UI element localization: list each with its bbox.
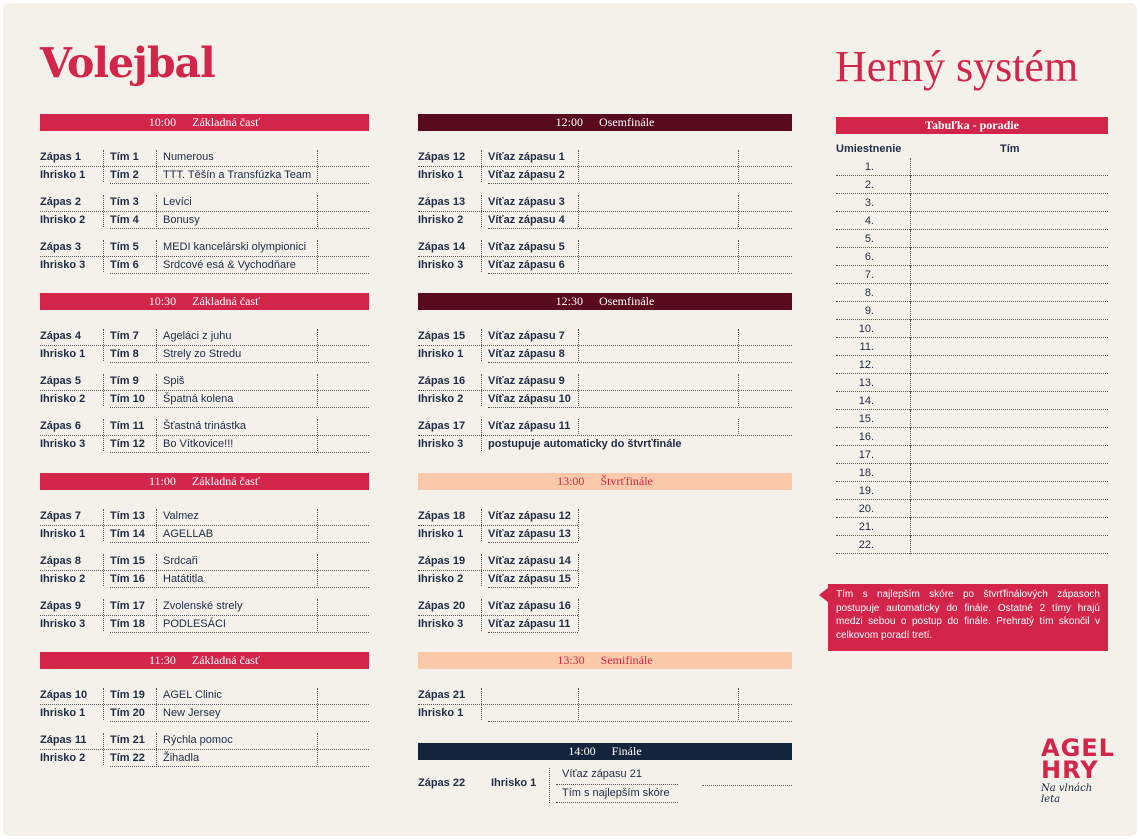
court-label: Ihrisko 1 [40,348,86,360]
row-rule [110,721,369,722]
advancing-team: Víťaz zápasu 2 [488,169,565,181]
row-rule [40,211,369,212]
row-rule [110,407,369,408]
row-rule [556,784,678,785]
match-group [418,372,792,408]
team-name: AGELLAB [163,528,214,540]
match-label: Zápas 19 [418,555,466,567]
team-name: AGEL Clinic [163,689,222,701]
match-label: Zápas 13 [418,196,466,208]
team-name: Bo Vítkovice!!! [163,438,234,450]
block-phase: Osemfinále [599,294,655,308]
row-rule [40,435,369,436]
advancing-team: Víťaz zápasu 9 [488,375,565,387]
row-rule [110,587,369,588]
rank-number: 7. [864,269,874,281]
match-label: Zápas 11 [40,734,87,746]
standings-row [836,176,1108,194]
dotted-divider [910,536,911,554]
advancing-team: Víťaz zápasu 8 [488,348,565,360]
team-name: Rýchla pomoc [163,734,233,746]
row-rule [40,390,369,391]
team-label: Tím 4 [110,214,139,226]
page-subtitle: Herný systém [835,42,1079,91]
match-group [418,193,792,229]
match-group [40,327,369,363]
row-rule [110,542,369,543]
row-rule [488,721,792,722]
team-name: Numerous [163,151,214,163]
dotted-divider [578,419,579,434]
dotted-divider [910,428,911,446]
advancing-team: Víťaz zápasu 15 [488,573,571,585]
dotted-divider [910,176,911,194]
row-rule [488,632,578,633]
row-rule [40,749,369,750]
standings-rows [836,158,1108,554]
rank-number: 8. [864,287,874,299]
dotted-divider [910,356,911,374]
left-block-2 [40,293,369,453]
col-rank: Umiestnenie [836,143,902,155]
team-label: Tím 22 [110,752,145,764]
row-rule [40,256,369,257]
match-label: Zápas 1 [40,151,81,163]
block-time: 13:30 [557,653,585,667]
row-rule [418,211,792,212]
standings-row [836,158,1108,176]
rank-number: 2. [864,179,874,191]
dotted-divider [549,768,550,803]
rank-number: 10. [858,323,874,335]
match-label: Zápas 4 [40,330,81,342]
team-name: Šťastná trinástka [163,420,246,432]
dotted-divider [578,599,579,631]
team-label: Tím 10 [110,393,145,405]
team-name: Levíci [163,196,192,208]
match-label: Zápas 8 [40,555,81,567]
dotted-divider [738,419,739,434]
dotted-divider [910,284,911,302]
standings-row [836,356,1108,374]
rank-number: 6. [864,251,874,263]
row-rule [40,615,369,616]
standings-title: Tabuľka - poradie [836,117,1108,134]
team-label: Tím 13 [110,510,145,522]
team-name: TTT. Těšín a Transfúzka Team [163,169,312,181]
court-label: Ihrisko 2 [40,752,86,764]
row-rule [418,390,792,391]
block-phase: Finále [611,744,642,758]
advancing-team: Víťaz zápasu 3 [488,196,565,208]
standings-table [836,117,1108,554]
team-name: Bonusy [163,214,200,226]
dotted-divider [578,554,579,586]
dotted-divider [910,248,911,266]
dotted-divider [910,266,911,284]
team-name: PODLESÁCI [163,618,226,630]
row-rule [488,587,578,588]
standings-row [836,266,1108,284]
standings-row [836,194,1108,212]
left-block-4 [40,652,369,767]
rules-note: Tím s najlepším skóre po štvrťfinálových zápasoch postupuje automaticky do finále. Ostatné 2 tímy hrajú medzi sebou o postup do finále. Prehratý tím skončil v celkovom poradí tretí. [828,584,1108,651]
team-label: Tím 15 [110,555,145,567]
court-label: Ihrisko 1 [40,707,86,719]
rank-number: 11. [859,341,874,353]
middle-block-1 [418,114,792,274]
standings-row [836,392,1108,410]
advancing-team: Víťaz zápasu 6 [488,259,565,271]
standings-row [836,500,1108,518]
match-label: Zápas 21 [418,689,466,701]
rank-number: 14. [858,395,874,407]
team-name: MEDI kancelárski olympionici [163,241,307,253]
match-group [40,148,369,184]
auto-advance-note: postupuje automaticky do štvrťfinále [488,438,682,450]
row-rule [418,345,792,346]
team-name: Špatná kolena [163,393,234,405]
match-group [418,327,792,363]
block-phase: Základná časť [192,115,261,129]
row-rule [40,345,369,346]
team-label: Tím 2 [110,169,139,181]
middle-block-4 [418,652,792,722]
rank-number: 9. [864,305,874,317]
team-label: Tím 8 [110,348,139,360]
block-header [40,293,369,310]
match-label: Zápas 12 [418,151,466,163]
court-label: Ihrisko 1 [40,528,86,540]
block-phase: Základná časť [191,474,260,488]
team-label: Tím 16 [110,573,145,585]
advancing-team: Víťaz zápasu 11 [488,618,571,630]
row-rule [488,273,792,274]
match-label: Zápas 6 [40,420,81,432]
advancing-team: Víťaz zápasu 1 [488,151,565,163]
match-group [418,417,792,453]
court-label: Ihrisko 1 [491,777,537,789]
block-phase: Základná časť [192,294,261,308]
match-group [40,372,369,408]
court-label: Ihrisko 2 [418,393,464,405]
rank-number: 22. [858,539,874,551]
row-rule [110,273,369,274]
dotted-divider [910,320,911,338]
page-title: Volejbal [40,39,215,87]
match-label: Zápas 5 [40,375,81,387]
standings-row [836,536,1108,554]
team-label: Tím 11 [110,420,145,432]
dotted-divider [910,446,911,464]
row-rule [418,166,792,167]
block-header [40,473,369,490]
team-name: Žihadla [163,752,200,764]
rank-number: 18. [858,467,874,479]
court-label: Ihrisko 2 [418,214,464,226]
left-block-1 [40,114,369,274]
standings-row [836,302,1108,320]
row-rule [110,228,369,229]
row-rule [110,362,369,363]
team-label: Tím 17 [110,600,145,612]
block-time: 10:00 [148,115,177,129]
dotted-divider [910,410,911,428]
standings-row [836,482,1108,500]
team-label: Tím 1 [110,151,139,163]
rank-number: 17. [858,449,874,461]
row-rule [418,570,578,571]
dotted-divider [910,374,911,392]
team-label: Tím 3 [110,196,139,208]
advancing-team: Víťaz zápasu 13 [488,528,571,540]
rank-number: 4. [864,215,874,227]
team-name: Zvolenské strely [163,600,243,612]
match-label: Zápas 15 [418,330,466,342]
team-label: Tím 21 [110,734,145,746]
final-block [418,743,792,810]
block-time: 12:30 [555,294,584,308]
row-rule [488,183,792,184]
row-rule [418,435,792,436]
row-rule [488,407,792,408]
team-label: Tím 6 [110,259,139,271]
court-label: Ihrisko 2 [418,573,464,585]
advancing-team: Víťaz zápasu 11 [488,420,571,432]
court-label: Ihrisko 2 [40,214,86,226]
row-rule [40,704,369,705]
block-phase: Základná časť [191,653,260,667]
standings-row [836,374,1108,392]
dotted-divider [910,518,911,536]
row-rule [488,228,792,229]
match-group [418,552,792,588]
standings-row [836,410,1108,428]
team-name: Hatátitla [163,573,204,585]
match-group [40,238,369,274]
block-time: 12:00 [555,115,584,129]
match-label: Zápas 7 [40,510,81,522]
row-rule [40,570,369,571]
final-team-b: Tím s najlepším skóre [562,787,670,799]
court-label: Ihrisko 3 [40,438,86,450]
block-header [418,473,792,490]
standings-row [836,338,1108,356]
rank-number: 20. [858,503,874,515]
block-header [418,114,792,131]
standings-row [836,248,1108,266]
match-label: Zápas 2 [40,196,81,208]
match-group [418,148,792,184]
row-rule [110,452,369,453]
row-rule [418,525,578,526]
match-group [418,507,792,543]
score-line [702,785,792,786]
standings-row [836,428,1108,446]
block-header [40,652,369,669]
team-label: Tím 9 [110,375,139,387]
block-time: 13:00 [557,474,585,488]
dotted-divider [910,482,911,500]
team-name: Strely zo Stredu [163,348,242,360]
team-label: Tím 5 [110,241,139,253]
match-group [418,597,792,633]
left-block-3 [40,473,369,633]
final-team-a: Víťaz zápasu 21 [562,768,642,780]
team-label: Tím 18 [110,618,145,630]
row-rule [418,256,792,257]
row-rule [110,766,369,767]
match-label: Zápas 20 [418,600,466,612]
standings-header [836,140,1108,158]
rank-number: 15. [858,413,874,425]
middle-block-3 [418,473,792,633]
match-label: Zápas 3 [40,241,81,253]
row-rule [40,166,369,167]
standings-row [836,464,1108,482]
match-group [40,686,369,722]
row-rule [110,632,369,633]
row-rule [488,542,578,543]
match-group [40,552,369,588]
agel-hry-logo [1041,734,1115,805]
standings-row [836,518,1108,536]
court-label: Ihrisko 1 [418,348,464,360]
row-rule [556,802,678,803]
match-label: Zápas 9 [40,600,81,612]
match-group [40,597,369,633]
court-label: Ihrisko 2 [40,393,86,405]
final-match-row [418,760,792,810]
court-label: Ihrisko 3 [418,438,464,450]
block-phase: Osemfinále [599,115,655,129]
dotted-divider [910,338,911,356]
advancing-team: Víťaz zápasu 4 [488,214,565,226]
court-label: Ihrisko 3 [40,259,86,271]
middle-block-2 [418,293,792,453]
match-label: Zápas 18 [418,510,466,522]
row-rule [488,362,792,363]
block-header [40,114,369,131]
court-label: Ihrisko 1 [418,528,464,540]
logo-line-1: AGEL [1041,734,1115,762]
standings-row [836,446,1108,464]
block-time: 11:00 [149,474,176,488]
logo-line-2: HRY [1041,756,1099,784]
advancing-team: Víťaz zápasu 10 [488,393,571,405]
block-phase: Štvrťfinále [600,474,653,488]
court-label: Ihrisko 1 [418,707,464,719]
block-phase: Semifinále [600,653,653,667]
match-group [40,731,369,767]
block-header [418,652,792,669]
team-name: Valmez [163,510,199,522]
rank-number: 12. [858,359,874,371]
team-name: Spiš [163,375,185,387]
row-rule [418,615,578,616]
dotted-divider [910,212,911,230]
standings-row [836,320,1108,338]
match-group [418,238,792,274]
match-label: Zápas 17 [418,420,466,432]
match-group [40,193,369,229]
team-label: Tím 20 [110,707,145,719]
advancing-team: Víťaz zápasu 5 [488,241,565,253]
team-name: Srdcové esá & Vychodňare [163,259,296,271]
block-header [418,743,792,760]
dotted-divider [910,158,911,176]
schedule-page [3,3,1137,836]
row-rule [418,704,792,705]
standings-row [836,284,1108,302]
rank-number: 19. [858,485,874,497]
block-time: 10:30 [148,294,177,308]
match-label: Zápas 22 [418,777,466,789]
team-name: New Jersey [163,707,221,719]
advancing-team: Víťaz zápasu 16 [488,600,571,612]
col-team: Tím [1000,143,1020,155]
team-name: Srdcaři [163,555,198,567]
rank-number: 3. [864,197,874,209]
match-group [40,507,369,543]
match-group [40,417,369,453]
advancing-team: Víťaz zápasu 7 [488,330,565,342]
logo-tagline: Na vlnách leta [1041,783,1093,805]
team-label: Tím 14 [110,528,145,540]
rank-number: 5. [864,233,874,245]
dotted-divider [910,392,911,410]
row-rule [40,525,369,526]
dotted-divider [910,302,911,320]
court-label: Ihrisko 2 [40,573,86,585]
team-label: Tím 12 [110,438,145,450]
rank-number: 13. [858,377,874,389]
dotted-divider [910,500,911,518]
advancing-team: Víťaz zápasu 12 [488,510,571,522]
match-label: Zápas 14 [418,241,466,253]
rank-number: 21. [858,521,874,533]
match-label: Zápas 16 [418,375,466,387]
court-label: Ihrisko 3 [418,259,464,271]
dotted-divider [910,194,911,212]
row-rule [836,553,1108,554]
rank-number: 16. [858,431,874,443]
row-rule [110,183,369,184]
standings-row [836,212,1108,230]
team-label: Tím 19 [110,689,145,701]
dotted-divider [910,230,911,248]
court-label: Ihrisko 3 [40,618,86,630]
standings-row [836,230,1108,248]
match-label: Zápas 10 [40,689,88,701]
dotted-divider [578,509,579,541]
advancing-team: Víťaz zápasu 14 [488,555,571,567]
court-label: Ihrisko 3 [418,618,464,630]
rank-number: 1. [864,161,874,173]
block-header [418,293,792,310]
team-label: Tím 7 [110,330,139,342]
match-group [418,686,792,722]
court-label: Ihrisko 1 [40,169,86,181]
dotted-divider [910,464,911,482]
court-label: Ihrisko 1 [418,169,464,181]
block-time: 11:30 [149,653,176,667]
team-name: Ageláci z juhu [163,330,232,342]
block-time: 14:00 [568,744,596,758]
